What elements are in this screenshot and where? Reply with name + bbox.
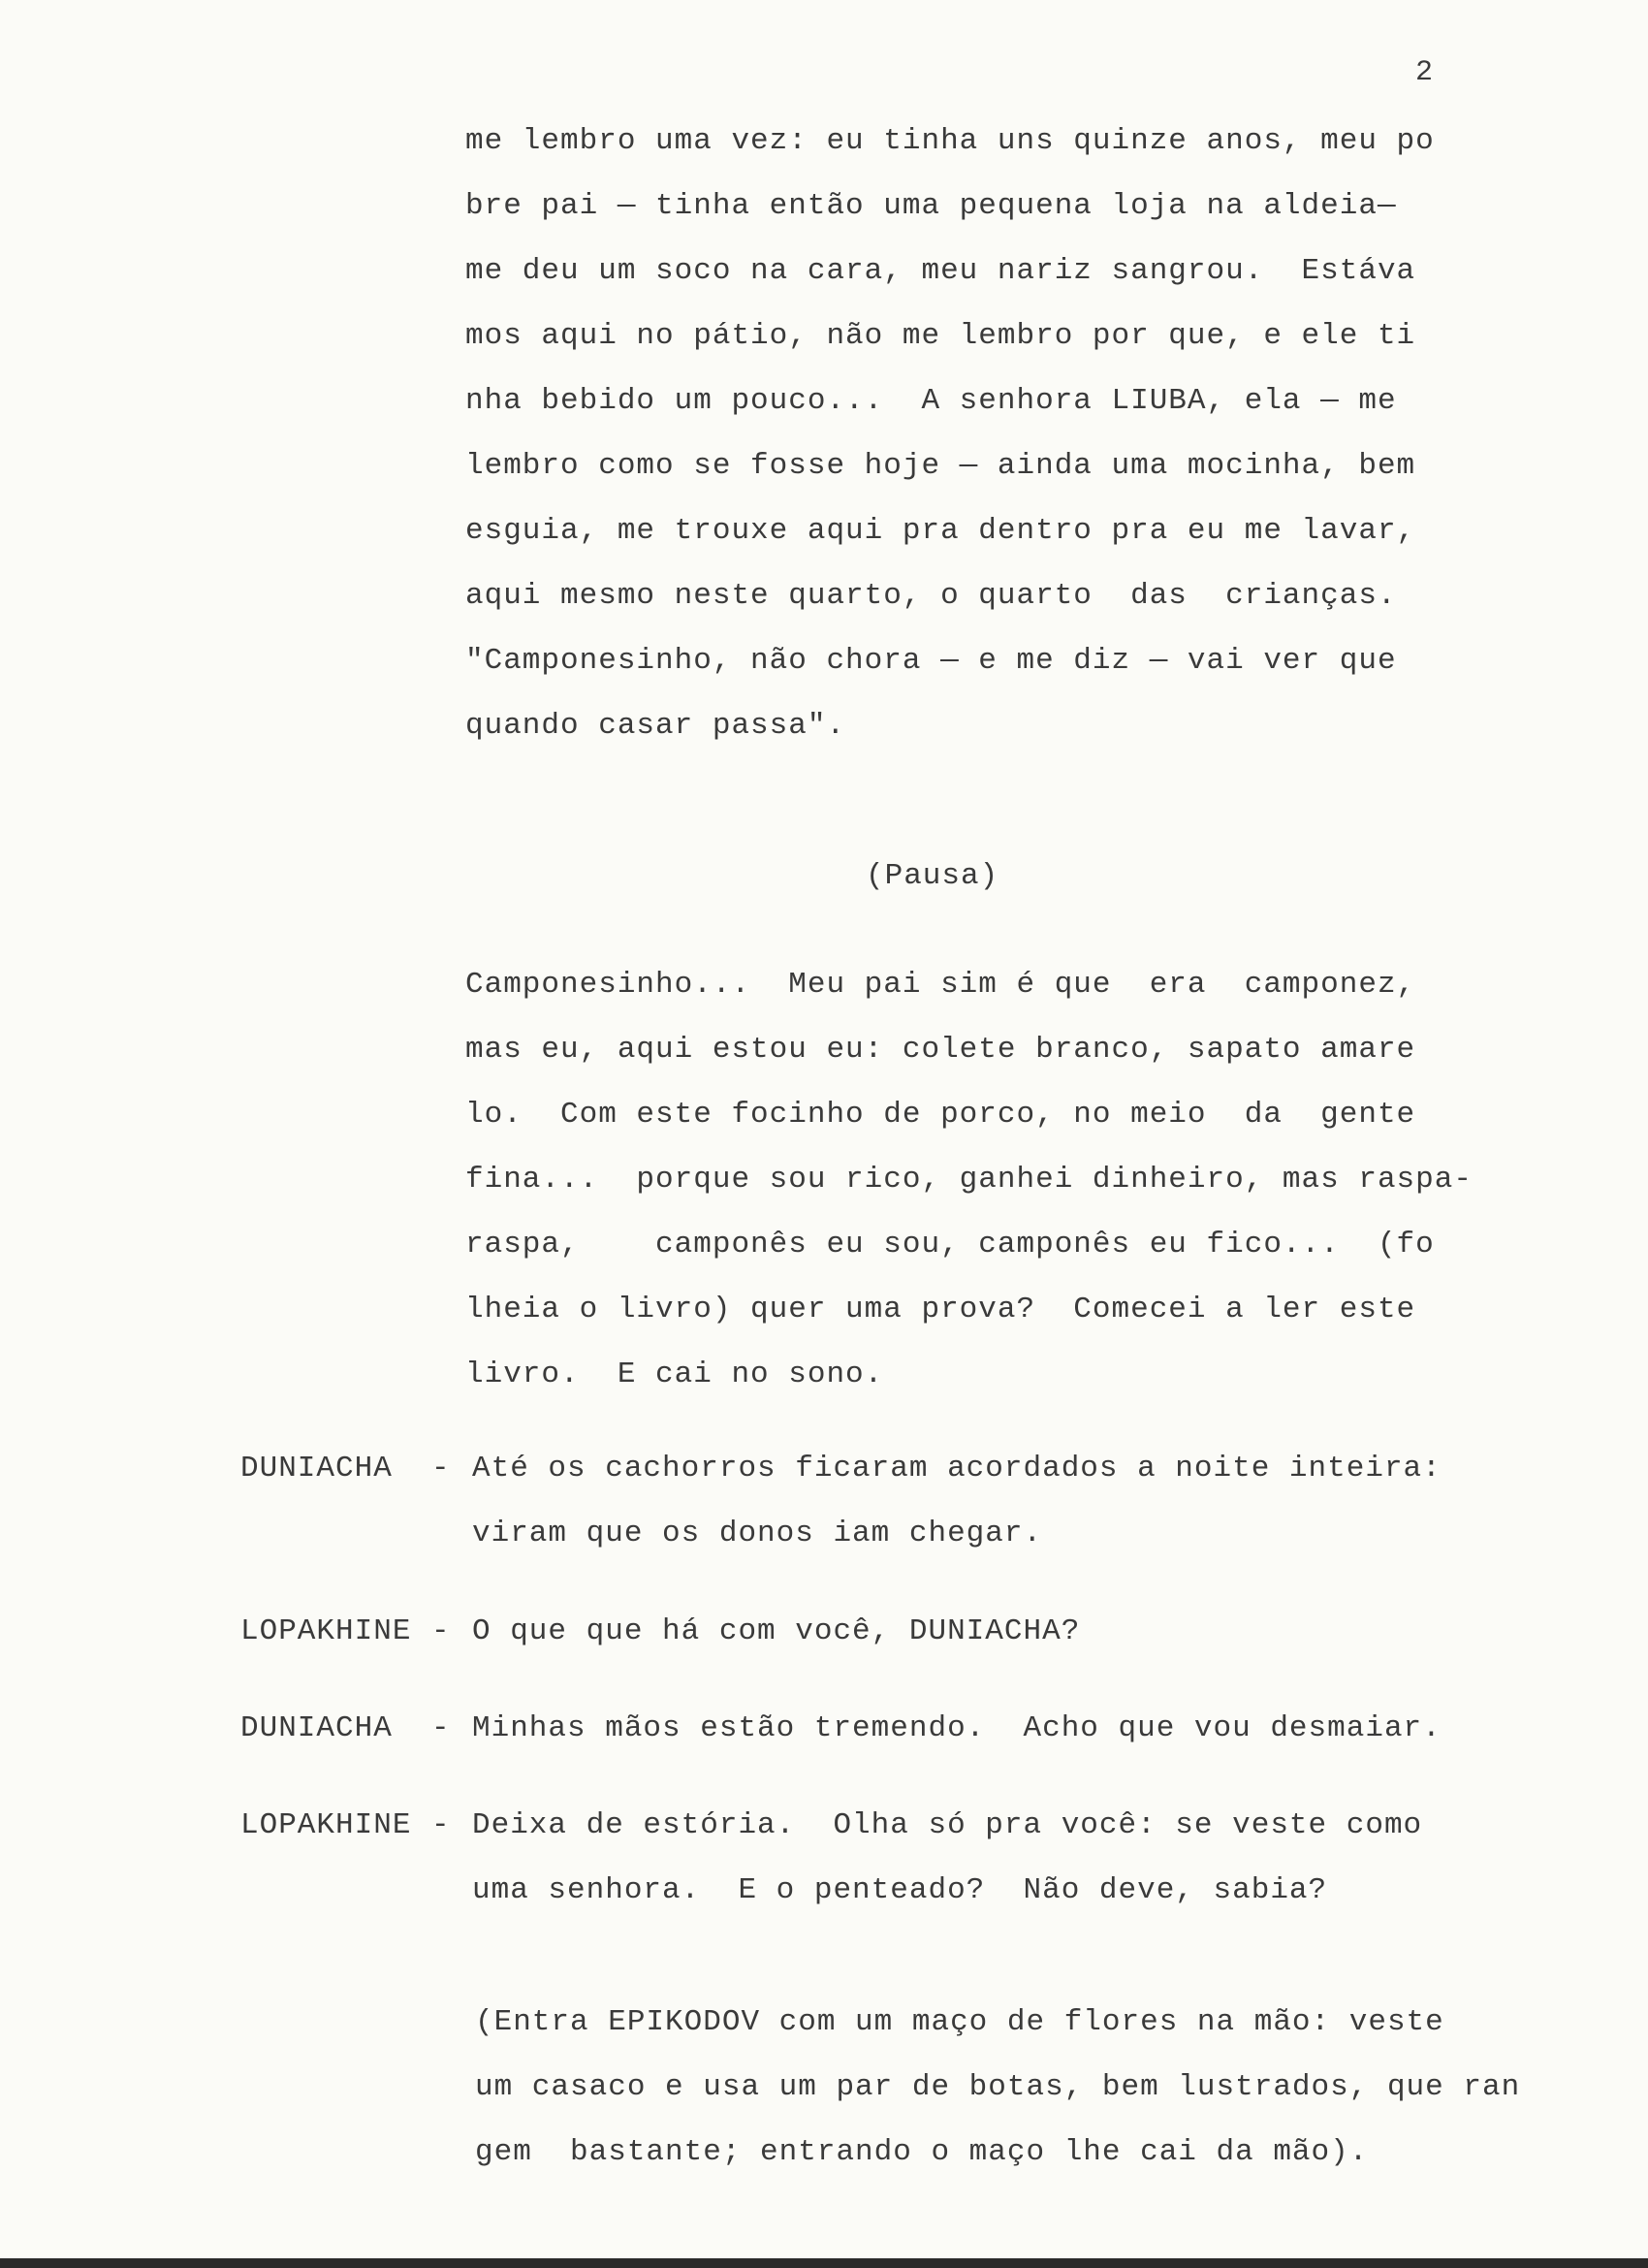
text-line: lembro como se fosse hoje — ainda uma mocinha, bem (465, 449, 1416, 483)
speaker-name: DUNIACHA (240, 1711, 393, 1745)
text-line: raspa, camponês eu sou, camponês eu fico... (fo (465, 1228, 1435, 1262)
text-line: Camponesinho... Meu pai sim é que era camponez, (465, 968, 1416, 1002)
speaker-name: LOPAKHINE (240, 1808, 412, 1842)
dialogue-line: Até os cachorros ficaram acordados a noite inteira: (472, 1452, 1442, 1485)
dialogue-line: viram que os donos iam chegar. (472, 1517, 1043, 1550)
text-line: lo. Com este focinho de porco, no meio da gente (465, 1098, 1416, 1132)
page-bottom-edge (0, 2258, 1648, 2268)
speaker-dash: - (431, 1614, 451, 1648)
stage-direction-line: (Entra EPIKODOV com um maço de flores na mão: veste (475, 2005, 1444, 2039)
text-line: me deu um soco na cara, meu nariz sangrou. Estáva (465, 254, 1416, 288)
text-line: bre pai — tinha então uma pequena loja na aldeia— (465, 189, 1397, 223)
text-line: quando casar passa". (465, 709, 846, 743)
page-number: 2 (1415, 56, 1435, 89)
text-line: livro. E cai no sono. (465, 1358, 884, 1391)
dialogue-line: Deixa de estória. Olha só pra você: se veste como (472, 1808, 1423, 1842)
speaker-name: DUNIACHA (240, 1452, 393, 1485)
stage-pause: (Pausa) (866, 859, 999, 893)
stage-direction-line: um casaco e usa um par de botas, bem lustrados, que ran (475, 2070, 1521, 2104)
text-line: esguia, me trouxe aqui pra dentro pra eu me lavar, (465, 514, 1416, 548)
dialogue-line: O que que há com você, DUNIACHA? (472, 1614, 1081, 1648)
text-line: mos aqui no pátio, não me lembro por que, e ele ti (465, 319, 1416, 353)
text-line: me lembro uma vez: eu tinha uns quinze anos, meu po (465, 124, 1435, 158)
speaker-dash: - (431, 1808, 451, 1842)
text-line: "Camponesinho, não chora — e me diz — vai ver que (465, 644, 1397, 678)
stage-direction-line: gem bastante; entrando o maço lhe cai da mão). (475, 2135, 1369, 2169)
text-line: fina... porque sou rico, ganhei dinheiro, mas raspa- (465, 1163, 1473, 1197)
dialogue-line: uma senhora. E o penteado? Não deve, sabia? (472, 1873, 1328, 1907)
dialogue-line: Minhas mãos estão tremendo. Acho que vou desmaiar. (472, 1711, 1442, 1745)
speaker-dash: - (431, 1452, 451, 1485)
speaker-name: LOPAKHINE (240, 1614, 412, 1648)
text-line: aqui mesmo neste quarto, o quarto das crianças. (465, 579, 1397, 613)
text-line: lheia o livro) quer uma prova? Comecei a ler este (465, 1293, 1416, 1326)
speaker-dash: - (431, 1711, 451, 1745)
text-line: mas eu, aqui estou eu: colete branco, sapato amare (465, 1033, 1416, 1067)
text-line: nha bebido um pouco... A senhora LIUBA, ela — me (465, 384, 1397, 418)
